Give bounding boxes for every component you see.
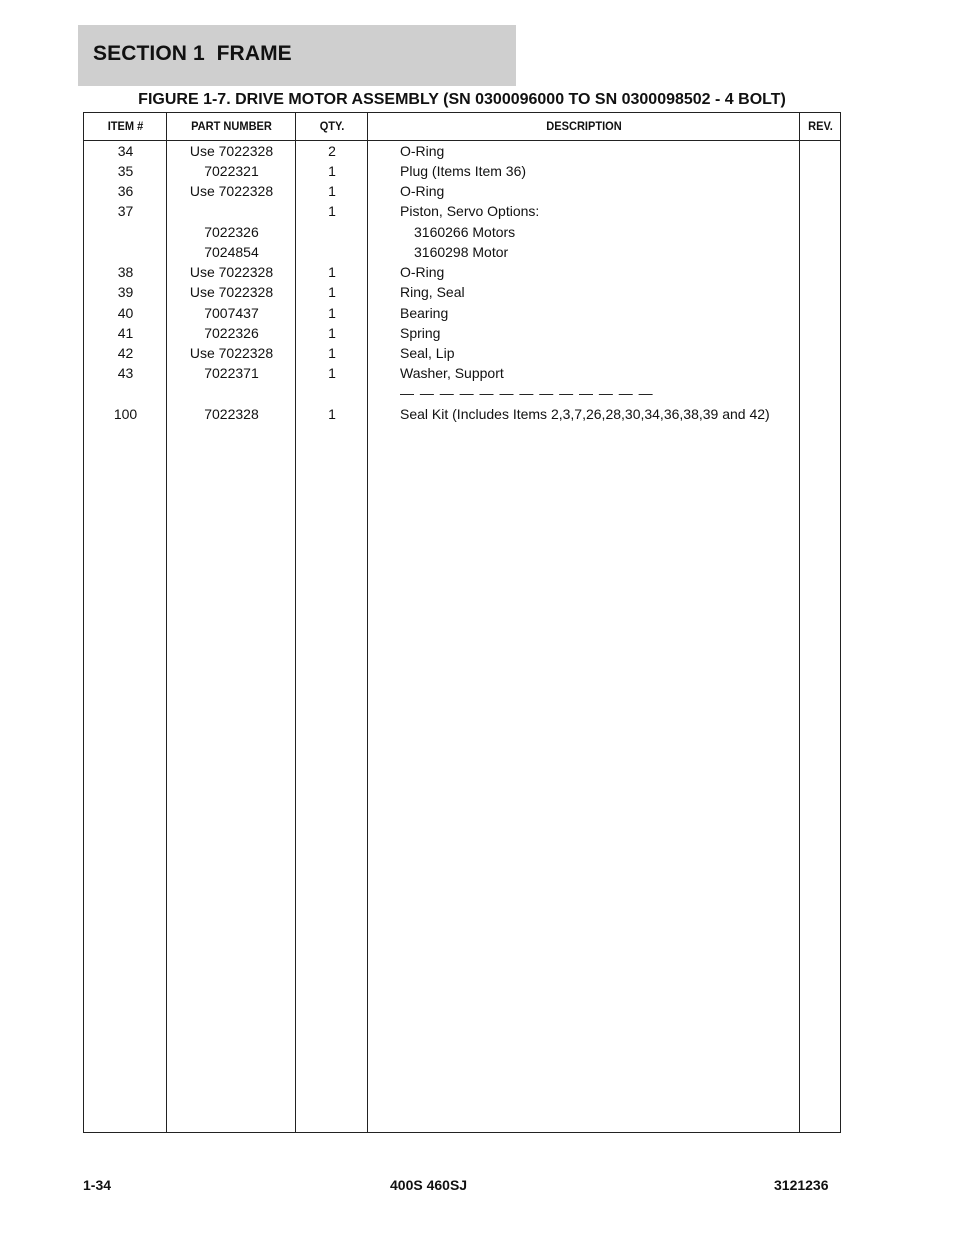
header-description: DESCRIPTION <box>546 119 622 133</box>
quantity <box>296 383 368 403</box>
part-number: 7024854 <box>204 244 259 260</box>
table-row <box>84 222 840 242</box>
section-title: SECTION 1 FRAME <box>93 42 292 65</box>
table-row <box>84 161 840 181</box>
separator-dashes: — — — — — — — — — — — — — <box>400 385 654 401</box>
part-number: Use 7022328 <box>189 183 274 199</box>
quantity: 1 <box>328 203 336 219</box>
item-number: 34 <box>117 143 134 159</box>
description: Spring <box>400 325 441 341</box>
table-row <box>84 282 840 302</box>
description: 3160298 Motor <box>414 244 509 260</box>
part-number <box>167 201 296 221</box>
quantity: 1 <box>328 284 336 300</box>
item-number <box>84 242 167 262</box>
table-row <box>84 383 840 403</box>
header-rev: REV. <box>808 119 833 133</box>
footer-model: 400S 460SJ <box>390 1177 468 1193</box>
part-number: 7022321 <box>204 163 259 179</box>
item-number: 38 <box>117 264 134 280</box>
item-number: 100 <box>113 406 138 422</box>
description: Piston, Servo Options: <box>400 203 540 219</box>
quantity: 1 <box>328 325 336 341</box>
quantity: 1 <box>328 365 336 381</box>
part-number: 7022371 <box>204 365 259 381</box>
item-number: 39 <box>117 284 134 300</box>
quantity: 1 <box>328 305 336 321</box>
part-number: Use 7022328 <box>189 143 274 159</box>
part-number: 7022326 <box>204 325 259 341</box>
quantity: 1 <box>328 163 336 179</box>
description: 3160266 Motors <box>414 224 516 240</box>
part-number: 7022328 <box>204 406 259 422</box>
footer-doc-number: 3121236 <box>774 1177 829 1193</box>
table-row <box>84 303 840 323</box>
quantity <box>296 242 368 262</box>
item-number: 42 <box>117 345 134 361</box>
description: Bearing <box>400 305 449 321</box>
description: Seal Kit (Includes Items 2,3,7,26,28,30,34,36,38,39 and 42) <box>400 406 770 422</box>
description: Washer, Support <box>400 365 504 381</box>
item-number: 36 <box>117 183 134 199</box>
part-number: 7007437 <box>204 305 259 321</box>
description: Plug (Items Item 36) <box>400 163 527 179</box>
item-number <box>84 383 167 403</box>
table-row <box>84 181 840 201</box>
part-number <box>167 383 296 403</box>
quantity: 1 <box>328 264 336 280</box>
table-row <box>84 242 840 262</box>
item-number: 37 <box>117 203 134 219</box>
table-row <box>84 141 840 161</box>
table-header <box>84 113 840 141</box>
part-number: 7022326 <box>204 224 259 240</box>
footer-page-number: 1-34 <box>83 1177 112 1193</box>
parts-table <box>83 112 841 1133</box>
table-row <box>84 262 840 282</box>
quantity <box>296 222 368 242</box>
item-number: 40 <box>117 305 134 321</box>
description: Seal, Lip <box>400 345 455 361</box>
description: Ring, Seal <box>400 284 465 300</box>
quantity: 1 <box>328 345 336 361</box>
header-part-number: PART NUMBER <box>191 119 272 133</box>
part-number: Use 7022328 <box>189 345 274 361</box>
header-qty: QTY. <box>319 119 345 133</box>
header-item: ITEM # <box>107 119 144 133</box>
item-number: 43 <box>117 365 134 381</box>
part-number: Use 7022328 <box>189 264 274 280</box>
figure-title: FIGURE 1-7. DRIVE MOTOR ASSEMBLY (SN 0300096000 TO SN 0300098502 - 4 BOLT) <box>138 91 786 108</box>
table-row <box>84 201 840 221</box>
description: O-Ring <box>400 143 445 159</box>
table-row <box>84 404 840 424</box>
description: O-Ring <box>400 264 445 280</box>
quantity: 1 <box>328 406 336 422</box>
table-row <box>84 363 840 383</box>
quantity: 2 <box>328 143 336 159</box>
table-row <box>84 323 840 343</box>
item-number <box>84 222 167 242</box>
quantity: 1 <box>328 183 336 199</box>
table-row <box>84 343 840 363</box>
item-number: 35 <box>117 163 134 179</box>
part-number: Use 7022328 <box>189 284 274 300</box>
item-number: 41 <box>117 325 134 341</box>
section-banner <box>78 25 516 86</box>
description: O-Ring <box>400 183 445 199</box>
